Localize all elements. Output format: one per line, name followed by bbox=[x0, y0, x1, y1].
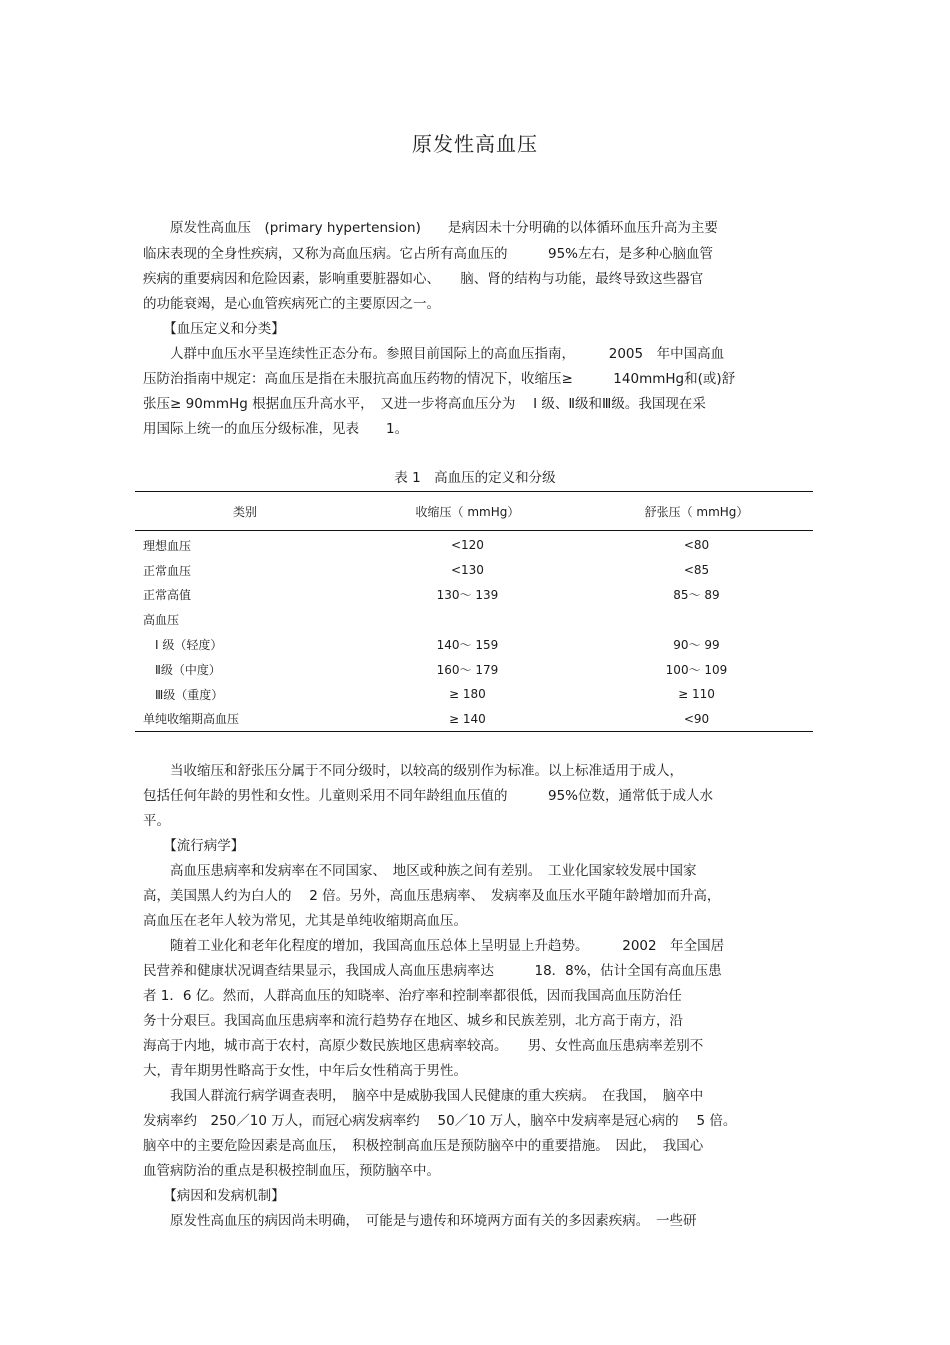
note-line: 平。 bbox=[143, 813, 170, 829]
table-row bbox=[135, 707, 813, 732]
cell-category: 高血压 bbox=[143, 613, 180, 628]
table-row bbox=[135, 657, 813, 682]
table-caption: 表 1 高血压的定义和分级 bbox=[394, 470, 556, 486]
cell-category: Ⅱ级（中度） bbox=[143, 662, 221, 677]
table-row bbox=[135, 558, 813, 583]
cell-diastolic bbox=[580, 607, 813, 632]
epidemiology-line: 脑卒中的主要危险因素是高血压， 积极控制高血压是预防脑卒中的重要措施。 因此， 我国心 bbox=[143, 1138, 704, 1154]
header-category: 类别 bbox=[135, 492, 355, 531]
note-line: 包括任何年龄的男性和女性。儿童则采用不同年龄组血压值的 95%位数，通常低于成人水 bbox=[143, 788, 714, 804]
cell-diastolic: <80 bbox=[683, 538, 710, 553]
table-row bbox=[135, 632, 813, 657]
epidemiology-line: 海高于内地，城市高于农村，高原少数民族地区患病率较高。 男、女性高血压患病率差别不 bbox=[143, 1038, 704, 1054]
cell-systolic: 130～ 139 bbox=[436, 588, 499, 603]
epidemiology-line: 大，青年期男性略高于女性，中年后女性稍高于男性。 bbox=[143, 1063, 467, 1079]
cell-systolic bbox=[355, 607, 580, 632]
epidemiology-line: 高，美国黑人约为白人的 2 倍。另外，高血压患病率、 发病率及血压水平随年龄增加而升高， bbox=[143, 888, 721, 904]
cell-category: Ⅲ级（重度） bbox=[143, 687, 224, 702]
cell-systolic: ≥ 180 bbox=[449, 687, 486, 702]
intro-line: 临床表现的全身性疾病，又称为高血压病。它占所有高血压的 95%左右，是多种心脑血管 bbox=[143, 246, 714, 262]
epidemiology-line: 务十分艰巨。我国高血压患病率和流行趋势存在地区、城乡和民族差别，北方高于南方，沿 bbox=[143, 1013, 683, 1029]
epidemiology-line: 血管病防治的重点是积极控制血压，预防脑卒中。 bbox=[143, 1163, 440, 1179]
intro-line: 的功能衰竭，是心血管疾病死亡的主要原因之一。 bbox=[143, 296, 440, 312]
cell-diastolic: ≥ 110 bbox=[678, 687, 715, 702]
cell-systolic: 140～ 159 bbox=[436, 638, 499, 653]
table-row bbox=[135, 607, 813, 632]
etiology-line: 原发性高血压的病因尚未明确， 可能是与遗传和环境两方面有关的多因素疾病。 一些研 bbox=[143, 1213, 697, 1229]
cell-diastolic: 90～ 99 bbox=[673, 638, 720, 653]
cell-category: 正常高值 bbox=[143, 588, 192, 603]
cell-category: 单纯收缩期高血压 bbox=[143, 712, 240, 727]
definition-line: 用国际上统一的血压分级标准，见表 1。 bbox=[143, 421, 409, 437]
epidemiology-line: 民营养和健康状况调查结果显示，我国成人高血压患病率达 18．8%，估计全国有高血压患 bbox=[143, 963, 722, 979]
header-systolic: 收缩压（ mmHg） bbox=[355, 492, 580, 531]
table-header-row bbox=[135, 492, 813, 531]
cell-diastolic: 100～ 109 bbox=[665, 662, 728, 677]
bp-classification-table bbox=[135, 491, 813, 732]
cell-systolic: <130 bbox=[450, 563, 484, 578]
section-heading-epidemiology: 【流行病学】 bbox=[143, 838, 245, 854]
cell-systolic: ≥ 140 bbox=[449, 711, 486, 726]
epidemiology-line: 我国人群流行病学调查表明， 脑卒中是威胁我国人民健康的重大疾病。 在我国， 脑卒中 bbox=[143, 1088, 704, 1104]
section-heading-definition: 【血压定义和分类】 bbox=[143, 321, 285, 337]
epidemiology-line: 发病率约 250／10 万人，而冠心病发病率约 50／10 万人，脑卒中发病率是冠心病的 5 倍。 bbox=[143, 1113, 737, 1129]
cell-systolic: <120 bbox=[450, 538, 484, 553]
cell-category: Ⅰ 级（轻度） bbox=[143, 638, 223, 653]
table-row bbox=[135, 583, 813, 608]
cell-category: 正常血压 bbox=[143, 563, 192, 578]
epidemiology-line: 高血压患病率和发病率在不同国家、 地区或种族之间有差别。 工业化国家较发展中国家 bbox=[143, 863, 697, 879]
cell-diastolic: <90 bbox=[683, 711, 710, 726]
definition-line: 人群中血压水平呈连续性正态分布。参照目前国际上的高血压指南， 2005 年中国高血 bbox=[143, 346, 725, 362]
epidemiology-line: 随着工业化和老年化程度的增加，我国高血压总体上呈明显上升趋势。 2002 年全国居 bbox=[143, 938, 725, 954]
intro-line: 疾病的重要病因和危险因素，影响重要脏器如心、 脑、肾的结构与功能，最终导致这些器官 bbox=[143, 271, 704, 287]
definition-line: 张压≥ 90mmHg 根据血压升高水平， 又进一步将高血压分为 Ⅰ 级、Ⅱ级和Ⅲ级。我国现在采 bbox=[143, 396, 706, 412]
cell-diastolic: 85～ 89 bbox=[673, 588, 720, 603]
table-row bbox=[135, 531, 813, 558]
cell-category: 理想血压 bbox=[143, 538, 192, 553]
section-heading-etiology: 【病因和发病机制】 bbox=[143, 1188, 285, 1204]
note-line: 当收缩压和舒张压分属于不同分级时，以较高的级别作为标准。以上标准适用于成人， bbox=[143, 763, 683, 779]
cell-systolic: 160～ 179 bbox=[436, 662, 499, 677]
cell-diastolic: <85 bbox=[683, 563, 710, 578]
intro-line: 原发性高血压 (primary hypertension) 是病因未十分明确的以体循环血压升高为主要 bbox=[143, 220, 718, 236]
epidemiology-line: 者 1．6 亿。然而，人群高血压的知晓率、治疗率和控制率都很低，因而我国高血压防治任 bbox=[143, 988, 682, 1004]
table-row bbox=[135, 682, 813, 707]
header-diastolic: 舒张压（ mmHg） bbox=[580, 492, 813, 531]
document-title: 原发性高血压 bbox=[412, 132, 538, 156]
definition-line: 压防治指南中规定：高血压是指在未服抗高血压药物的情况下，收缩压≥ 140mmHg和(或)舒 bbox=[143, 371, 736, 387]
epidemiology-line: 高血压在老年人较为常见，尤其是单纯收缩期高血压。 bbox=[143, 913, 467, 929]
